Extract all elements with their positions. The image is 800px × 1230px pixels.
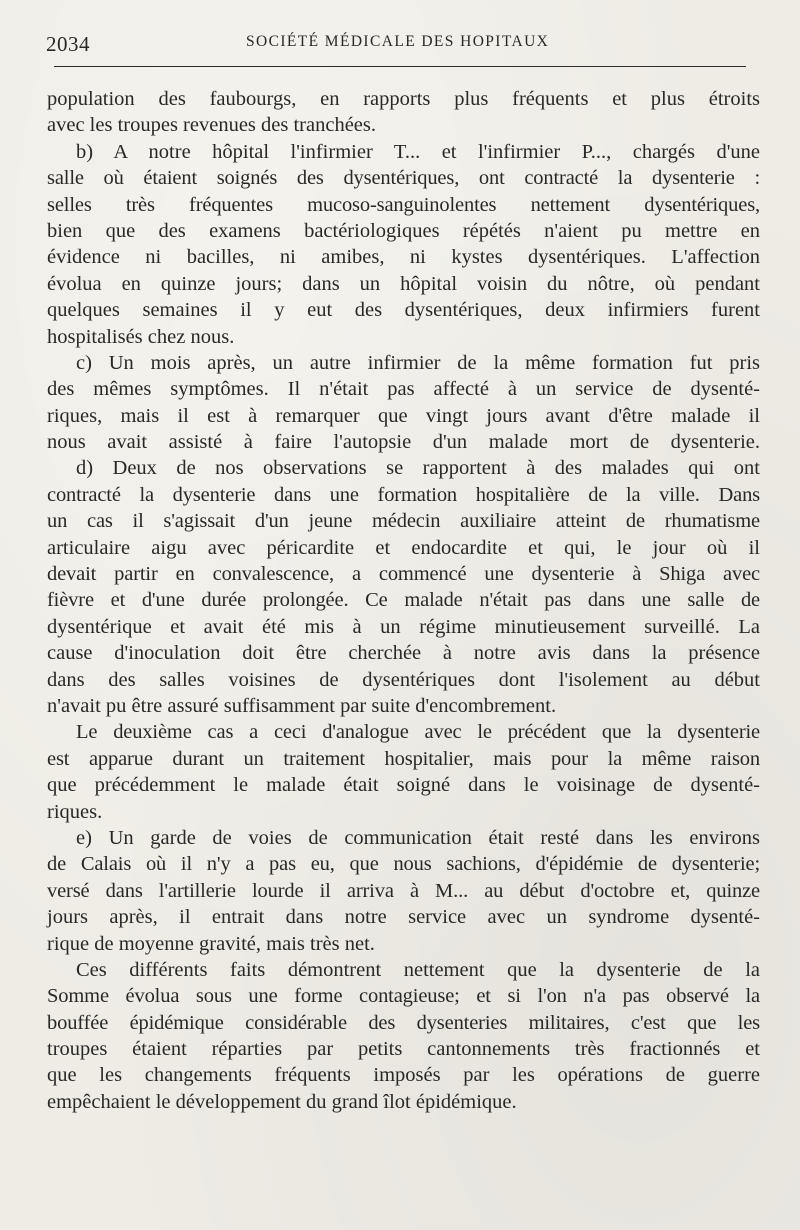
page-header — [46, 26, 746, 56]
page-number: 2034 — [46, 32, 90, 56]
text-line: selles très fréquentes mucoso-sanguinolentes nettement dysentériques, — [47, 193, 760, 216]
text-line: articulaire aigu avec péricardite et endocardite et qui, le jour où il — [47, 536, 760, 559]
text-line: dans des salles voisines de dysentériques dont l'isolement au début — [47, 668, 760, 691]
text-line: évidence ni bacilles, ni amibes, ni kystes dysentériques. L'affection — [47, 246, 760, 269]
text-line: salle où étaient soignés des dysentériques, ont contracté la dysenterie : — [47, 167, 760, 190]
text-line: bouffée épidémique considérable des dysenteries militaires, c'est que les — [47, 1011, 760, 1034]
text-line: population des faubourgs, en rapports plus fréquents et plus étroits — [47, 88, 760, 110]
text-line: rique de moyenne gravité, mais très net. — [47, 932, 375, 955]
text-line: jours après, il entrait dans notre service avec un syndrome dysenté- — [47, 906, 760, 929]
text-line: quelques semaines il y eut des dysentériques, deux infirmiers furent — [47, 299, 760, 322]
paragraph-d-line: d) Deux de nos observations se rapportent à des malades qui ont — [76, 457, 760, 480]
text-line: bien que des examens bactériologiques répétés n'aient pu mettre en — [47, 219, 760, 242]
text-line: riques. — [47, 800, 103, 823]
text-line: empêchaient le développement du grand îlot épidémique. — [47, 1090, 517, 1113]
text-line: nous avait assisté à faire l'autopsie d'un malade mort de dysenterie. — [47, 431, 760, 454]
text-line: riques, mais il est à remarquer que vingt jours avant d'être malade il — [47, 404, 760, 427]
text-line: cause d'inoculation doit être cherchée à notre avis dans la présence — [47, 642, 760, 665]
text-line: un cas il s'agissait d'un jeune médecin auxiliaire atteint de rhumatisme — [47, 510, 760, 533]
text-line: versé dans l'artillerie lourde il arriva à M... au début d'octobre et, quinze — [47, 879, 760, 902]
text-line: que les changements fréquents imposés par les opérations de guerre — [47, 1064, 760, 1087]
running-head: SOCIÉTÉ MÉDICALE DES HOPITAUX — [246, 33, 550, 50]
text-line: fièvre et d'une durée prolongée. Ce malade n'était pas dans une salle de — [47, 589, 760, 612]
text-line: troupes étaient réparties par petits cantonnements très fractionnés et — [47, 1038, 760, 1061]
body-text — [47, 86, 760, 1115]
text-line: de Calais où il n'y a pas eu, que nous sachions, d'épidémie de dysenterie; — [47, 853, 760, 876]
paragraph-conclusion-line: Ces différents faits démontrent nettement que la dysenterie de la — [76, 958, 760, 981]
text-line: contracté la dysenterie dans une formation hospitalière de la ville. Dans — [47, 483, 760, 506]
text-line: Somme évolua sous une forme contagieuse; et si l'on n'a pas observé la — [47, 985, 760, 1008]
header-rule — [54, 66, 746, 67]
text-line: devait partir en convalescence, a commencé une dysenterie à Shiga avec — [47, 563, 760, 586]
text-line: des mêmes symptômes. Il n'était pas affecté à un service de dysenté- — [47, 378, 760, 401]
paragraph-b-line: b) A notre hôpital l'infirmier T... et l'infirmier P..., chargés d'une — [76, 140, 760, 163]
paragraph-c-line: c) Un mois après, un autre infirmier de la même formation fut pris — [76, 351, 760, 374]
text-line: que précédemment le malade était soigné dans le voisinage de dysenté- — [47, 774, 760, 797]
text-line: hospitalisés chez nous. — [47, 325, 235, 348]
text-line: n'avait pu être assuré suffisamment par suite d'encombrement. — [47, 694, 557, 717]
text-line: dysentérique et avait été mis à un régime minutieusement surveillé. La — [47, 615, 760, 638]
text-line: est apparue durant un traitement hospitalier, mais pour la même raison — [47, 747, 760, 770]
paragraph-second-case-line: Le deuxième cas a ceci d'analogue avec le précédent que la dysenterie — [76, 721, 760, 744]
text-line: évolua en quinze jours; dans un hôpital voisin du nôtre, où pendant — [47, 272, 760, 295]
text-line: avec les troupes revenues des tranchées. — [47, 114, 376, 137]
paragraph-e-line: e) Un garde de voies de communication était resté dans les environs — [76, 826, 760, 849]
